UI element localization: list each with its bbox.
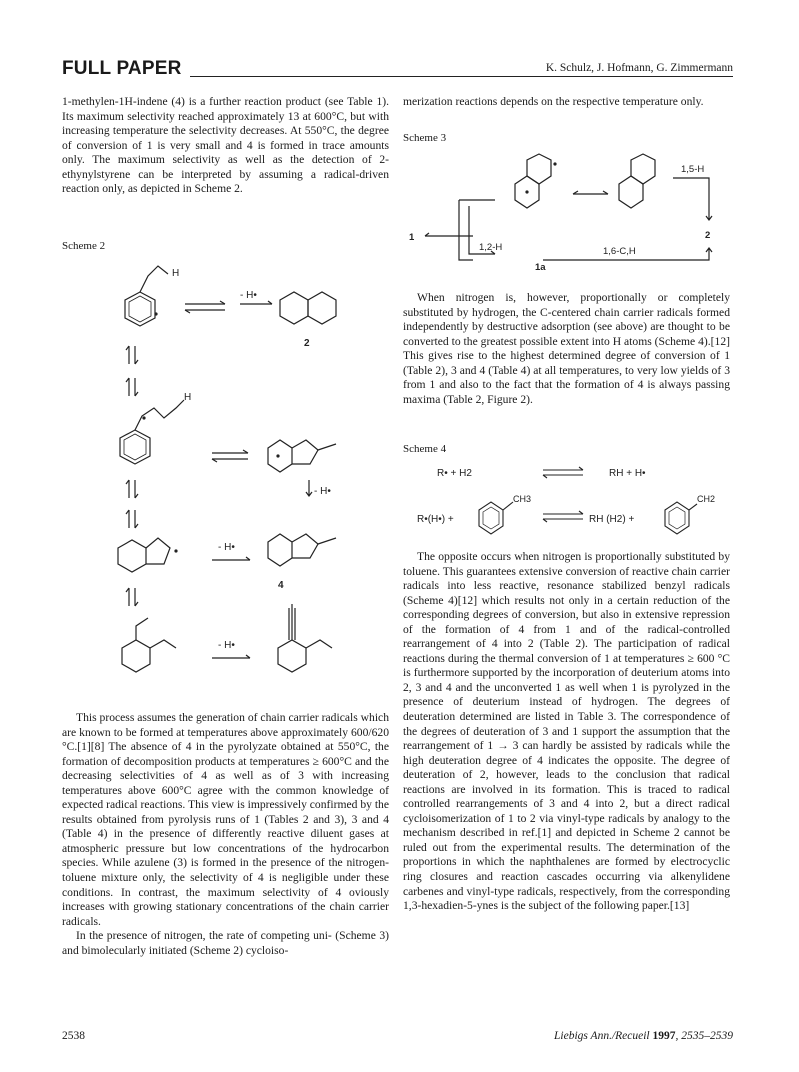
journal-citation bbox=[554, 1030, 733, 1042]
scheme2-label-hdot4: - H• bbox=[218, 640, 235, 651]
authors: K. Schulz, J. Hofmann, G. Zimmermann bbox=[545, 62, 733, 74]
scheme3-figure bbox=[403, 150, 730, 275]
scheme3-label-16ch: 1,6-C,H bbox=[603, 246, 636, 257]
scheme3-label-15h: 1,5-H bbox=[681, 164, 705, 175]
scheme2-label-h2: H bbox=[184, 392, 192, 403]
paragraph: 1-methylen-1H-indene (4) is a further reaction product (see Table 1). Its maximum selectivity reached approximately 13 at 600°C, but with increasing temperature the selectivity decreases. At 550°C, the degree of conversion of 1 is very small and 4 is formed in trace amounts only. The maximum selectivity as well as the detection of 2-ethynylstyrene can be interpreted by assuming a radical-driven reaction only, as depicted in Scheme 2. bbox=[62, 95, 389, 196]
scheme2-label-hdot3: - H• bbox=[218, 542, 235, 553]
header-rule bbox=[190, 76, 733, 77]
scheme3-label-2: 2 bbox=[705, 230, 711, 241]
journal-name: Liebigs Ann./Recueil bbox=[554, 1030, 650, 1042]
scheme3-label-12h: 1,2-H bbox=[479, 242, 503, 253]
scheme4-caption: Scheme 4 bbox=[403, 443, 447, 455]
paragraph: In the presence of nitrogen, the rate of competing uni- (Scheme 3) and bimolecularly initiated (Scheme 2) cycloiso- bbox=[62, 929, 389, 957]
scheme2-label-4: 4 bbox=[278, 580, 284, 591]
journal-pages: , 2535–2539 bbox=[675, 1030, 733, 1042]
paragraph: merization reactions depends on the respective temperature only. bbox=[403, 95, 704, 108]
right-column-middle bbox=[403, 291, 730, 407]
paragraph: When nitrogen is, however, proportionally or completely substituted by hydrogen, the C-centered chain carrier radicals formed independently by destructive adsorption (see above) are thought to be converted to the greatest possible extent into H atoms (Scheme 4).[12] This gives rise to the highest determined degree of conversion of 1 (Table 2), 3 and 4 (Table 4) at all temperatures, to very low yields of 3 from 1 and also to the fact that the formation of 4 is always passing maxima (Table 2, Figure 2). bbox=[403, 291, 730, 406]
scheme4-r2-left: R•(H•) + bbox=[417, 514, 454, 525]
section-label: FULL PAPER bbox=[62, 58, 182, 79]
paragraph: This process assumes the generation of chain carrier radicals which are known to be formed at temperatures above approximately 600/620 °C.[1][8] The absence of 4 in the pyrolyzate obtained at 550°C, the formation of decomposition products at temperatures ≥ 600°C and the decreasing selectivities of 4 as well as of 3 with increasing temperatures above 600°C agree with the common knowledge of expected radical reactions. This view is impressively confirmed by the results obtained from pyrolysis runs of 1 (Tables 2 and 3), 3 and 4 (Table 4) in the presence of differently reactive diluent gases at atmospheric pressure but low concentrations of the hydrocarbon species. While azulene (3) is formed in the presence of the nitrogen-toluene mixture only, the selectivity of 4 is negligible under these conditions. In contrast, the maximum selectivity of 4 oviously increases with growing stationary concentrations of the chain carrier radicals. bbox=[62, 711, 389, 928]
scheme4-r1-right: RH + H• bbox=[609, 468, 646, 479]
scheme2-label-h1: H bbox=[172, 268, 180, 279]
right-column-bottom bbox=[403, 550, 730, 914]
scheme2-label-hdot1: - H• bbox=[240, 290, 257, 301]
scheme2-label-hdot2: - H• bbox=[314, 486, 331, 497]
scheme3-label-1: 1 bbox=[409, 232, 415, 243]
scheme4-ch2: CH2 bbox=[697, 494, 716, 504]
scheme3-label-1a: 1a bbox=[535, 262, 546, 273]
left-column-bottom bbox=[62, 711, 389, 958]
scheme4-figure bbox=[403, 458, 730, 538]
scheme4-r2-right: RH (H2) + bbox=[589, 514, 635, 525]
scheme4-ch3: CH3 bbox=[513, 494, 532, 504]
right-column-top bbox=[403, 95, 730, 110]
journal-year: 1997 bbox=[652, 1030, 676, 1042]
scheme2-caption: Scheme 2 bbox=[62, 240, 106, 252]
scheme2-label-2: 2 bbox=[304, 338, 310, 349]
scheme4-r1-left: R• + H2 bbox=[437, 468, 472, 479]
scheme2-figure bbox=[100, 258, 380, 698]
page-number: 2538 bbox=[62, 1030, 85, 1042]
left-column-top bbox=[62, 95, 389, 197]
scheme3-caption: Scheme 3 bbox=[403, 132, 447, 144]
paragraph: The opposite occurs when nitrogen is proportionally substituted by toluene. This guarantees extensive conversion of reactive chain carrier radicals into less reactive, resonance stabilized benzyl radicals (Scheme 4)[12] which results not only in a certain reduction of the corresponding degrees of conversion, but also in extensive repression of the formation of 4 from 1 and of the radical-controlled rearrangement of 4 into 2 (Table 2). The participation of radical reactions during the thermal conversion of 1 at temperatures ≥ 600 °C is furthermore supported by the incorporation of deuterium atoms into 2, 3 and 4 and the unconverted 1 as well when 1 is pyrolyzed in the presence of deuterium instead of hydrogen. The degrees of deuteration determined are listed in Table 3. The correspondence of the degrees of deuteration of 3 and 1 support the assumption that the rearrangement of 1 → 3 can hardly be assisted by radicals while the high deuteration degree of 4 indicates the opposite. The degree of deuteration of 2, however, leads to the conclusion that radical reactions are involved in its formation. This is traced to radical controlled rearrangements of 3 and 4 into 2, but a direct radical cycloisomerization of 1 to 2 via vinyl-type radicals by analogy to the mechanism described in ref.[1] and depicted in Scheme 2 cannot be ruled out from the experimental results. The determination of the proportions in which the naphthalenes are formed by electrocyclic ring closures and reaction cascades occurring via alkenylidene carbenes and vinyl-type radicals, respectively, from the corresponding 1,3-hexadien-5-ynes is the subject of the following paper.[13] bbox=[403, 550, 730, 913]
